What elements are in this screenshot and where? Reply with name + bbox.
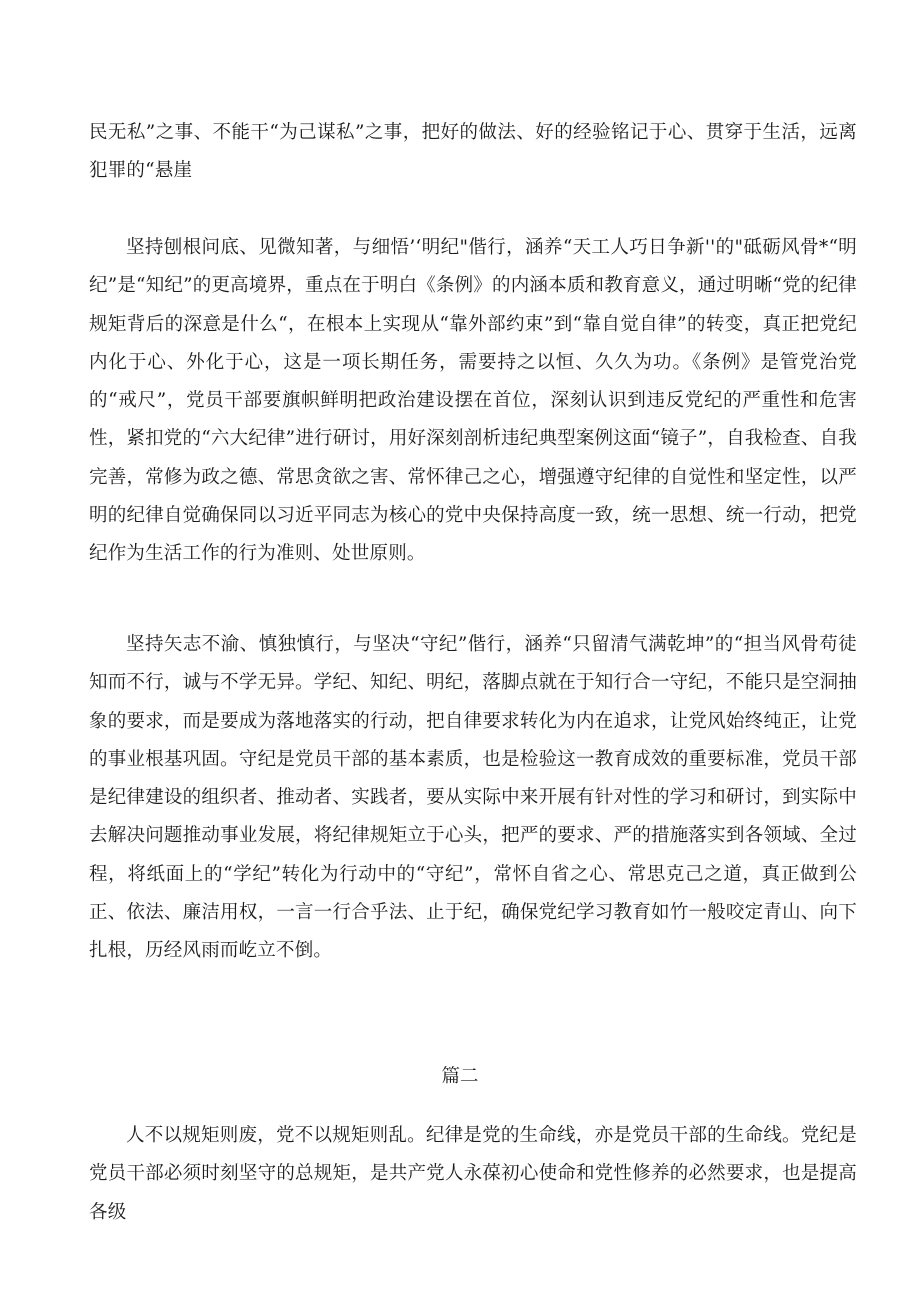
paragraph-mingji: 坚持刨根问底、见微知著，与细悟’‘明纪"偕行，涵养“天工人巧日争新''的"砥砺风骨*“明纪”是“知纪”的更高境界，重点在于明白《条例》的内涵本质和教育意义，通过明晰“党的纪律规矩背后的深意是什么“，在根本上实现从“靠外部约束”到“靠自觉自律”的转变，真正把党纪内化于心、外化于心，这是一项长期任务，需要持之以恒、久久为功。《条例》是管党治党的“戒尺”，党员干部要旗帜鲜明把政治建设摆在首位，深刻认识到违反党纪的严重性和危害性，紧扣党的“六大纪律”进行研讨，用好深刻剖析违纪典型案例这面“镜子”，自我检查、自我完善，常修为政之德、常思贪欲之害、常怀律己之心，增强遵守纪律的自觉性和坚定性，以严明的纪律自觉确保同以习近平同志为核心的党中央保持高度一致，统一思想、统一行动，把党纪作为生活工作的行为准则、处世原则。 — [89, 237, 857, 565]
paragraph-continued: 民无私”之事、不能干“为己谋私”之事，把好的做法、好的经验铭记于心、贯穿于生活，远离犯罪的“悬崖 — [89, 122, 857, 182]
paragraph-shouji: 坚持矢志不渝、慎独慎行，与坚决“守纪”偕行，涵养“只留清气满乾坤”的“担当风骨苟徒知而不行，诚与不学无异。学纪、知纪、明纪，落脚点就在于知行合一守纪，不能只是空洞抽象的要求，而是要成为落地落实的行动，把自律要求转化为内在追求，让党风始终纯正，让党的事业根基巩固。守纪是党员干部的基本素质，也是检验这一教育成效的重要标准，党员干部是纪律建设的组织者、推动者、实践者，要从实际中来开展有针对性的学习和研讨，到实际中去解决问题推动事业发展，将纪律规矩立于心头，把严的要求、严的措施落实到各领域、全过程，将纸面上的“学纪”转化为行动中的“守纪”，常怀自省之心、常思克己之道，真正做到公正、依法、廉洁用权，一言一行合乎法、止于纪，确保党纪学习教育如竹一般咬定青山、向下扎根，历经风雨而屹立不倒。 — [89, 634, 858, 962]
paragraph-intro: 人不以规矩则废，党不以规矩则乱。纪律是党的生命线，亦是党员干部的生命线。党纪是党员干部必须时刻坚守的总规矩，是共产党人永葆初心使命和党性修养的必然要求，也是提高各级 — [89, 1125, 857, 1223]
section-heading: 篇二 — [441, 1066, 479, 1087]
